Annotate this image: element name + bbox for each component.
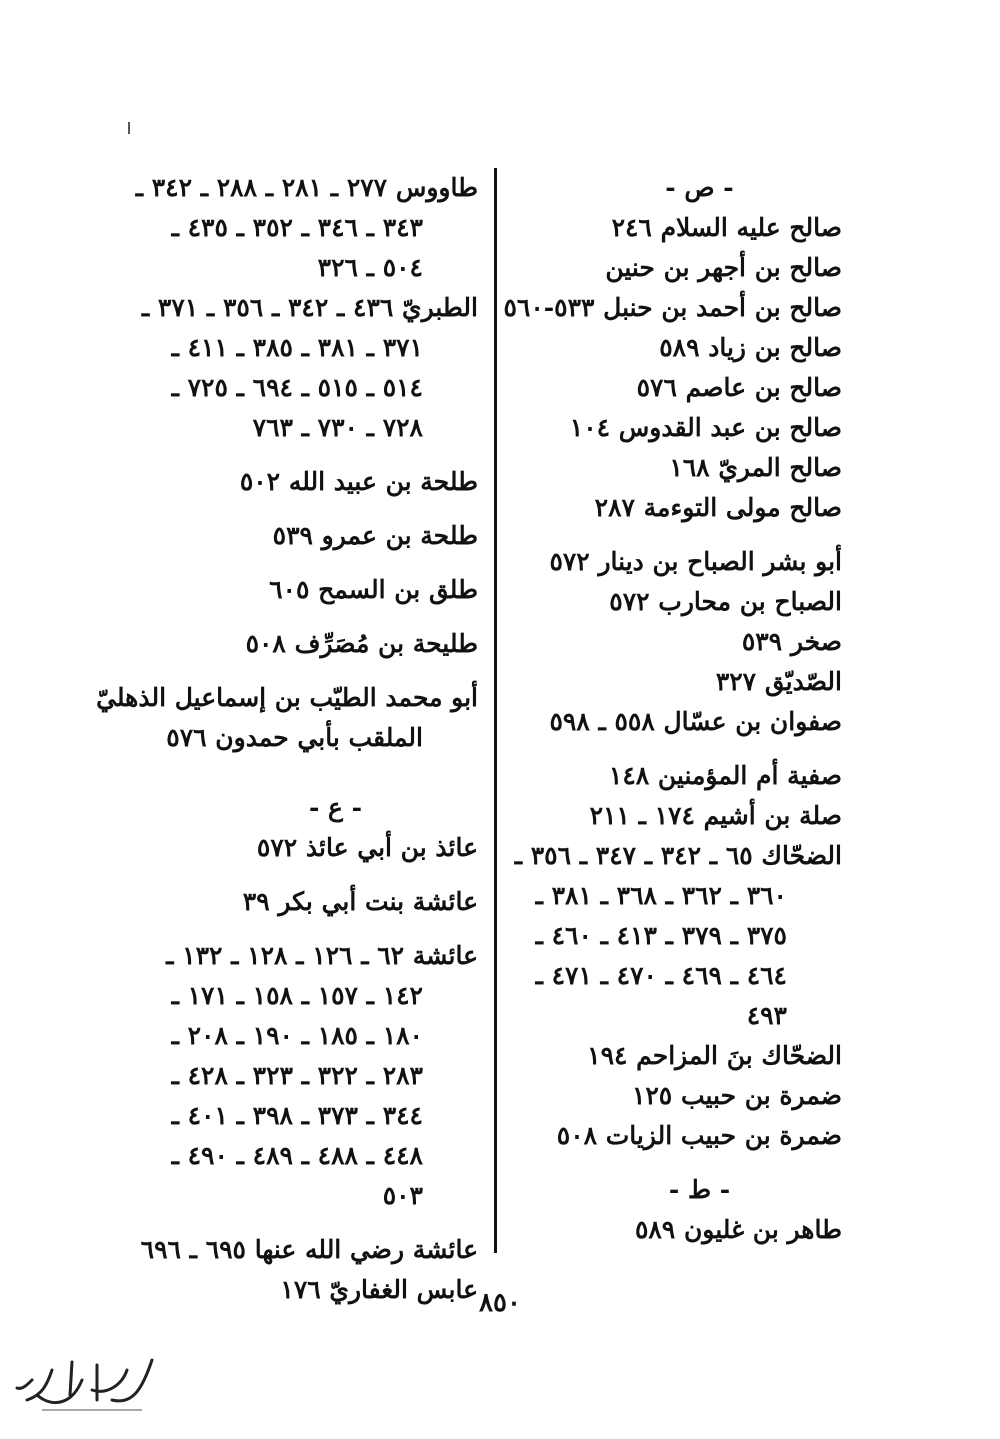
index-entry-continuation: ٣٦٠ ـ ٣٦٢ ـ ٣٦٨ ـ ٣٨١ ـ [535,881,787,910]
index-entry: صالح مولى التوءمة ٢٨٧ [594,493,842,522]
index-entry-continuation: ٧٢٨ ـ ٧٣٠ ـ ٧٦٣ [252,413,423,442]
index-entry: صالح بن عاصم ٥٧٦ [636,373,842,402]
index-entry: صالح المريّ ١٦٨ [669,453,842,482]
index-entry-continuation: ١٨٠ ـ ١٨٥ ـ ١٩٠ ـ ٢٠٨ ـ [171,1021,423,1050]
index-entry: صلة بن أشيم ١٧٤ ـ ٢١١ [589,801,842,830]
index-entry-continuation: ٣٧٥ ـ ٣٧٩ ـ ٤١٣ ـ ٤٦٠ ـ [535,921,787,950]
index-entry-continuation: ٥١٤ ـ ٥١٥ ـ ٦٩٤ ـ ٧٢٥ ـ [171,373,423,402]
index-entry-continuation: ٢٨٣ ـ ٣٢٢ ـ ٣٢٣ ـ ٤٢٨ ـ [171,1061,423,1090]
index-entry: الضحّاك ٦٥ ـ ٣٤٢ ـ ٣٤٧ ـ ٣٥٦ ـ [514,841,842,870]
index-entry-continuation: الملقب بأبي حمدون ٥٧٦ [166,723,423,752]
index-entry: الطبريّ ٤٣٦ ـ ٣٤٢ ـ ٣٥٦ ـ ٣٧١ ـ [141,293,478,322]
index-entry: طاهر بن غليون ٥٨٩ [634,1215,842,1244]
scan-mark [128,122,130,134]
index-entry-continuation: ٣٤٤ ـ ٣٧٣ ـ ٣٩٨ ـ ٤٠١ ـ [171,1101,423,1130]
index-entry: صالح عليه السلام ٢٤٦ [611,213,842,242]
section-heading-ta: - ط - [668,1175,731,1204]
index-entry: الضحّاك بنَ المزاحم ١٩٤ [587,1041,842,1070]
index-entry: طليحة بن مُصَرِّف ٥٠٨ [245,629,478,658]
index-entry: صخر ٥٣٩ [741,627,842,656]
index-entry: عابس الغفاريّ ١٧٦ [280,1275,478,1304]
index-entry: الصّديّق ٣٢٧ [715,667,842,696]
index-entry: ضمرة بن حبيب ١٢٥ [631,1081,842,1110]
index-entry: عائذ بن أبي عائذ ٥٧٢ [256,833,478,862]
index-entry: صالح بن أجهر بن حنين [605,253,842,282]
index-entry: أبو محمد الطيّب بن إسماعيل الذهليّ [96,683,478,712]
index-entry-continuation: ٤٤٨ ـ ٤٨٨ ـ ٤٨٩ ـ ٤٩٠ ـ [171,1141,423,1170]
index-entry: عائشة رضي الله عنها ٦٩٥ ـ ٦٩٦ [140,1235,478,1264]
index-entry-continuation: ٥٠٤ ـ ٣٢٦ [317,253,423,282]
index-column-right [497,168,842,1250]
index-entry: طلق بن السمح ٦٠٥ [269,575,478,604]
index-entry: ضمرة بن حبيب الزيات ٥٠٨ [556,1121,842,1150]
index-entry: صالح بن زياد ٥٨٩ [659,333,842,362]
index-entry: صفية أم المؤمنين ١٤٨ [608,761,842,790]
index-entry: عائشة بنت أبي بكر ٣٩ [242,887,478,916]
index-entry: عائشة ٦٢ ـ ١٢٦ ـ ١٢٨ ـ ١٣٢ ـ [166,941,478,970]
index-entry-continuation: ٥٠٣ [382,1181,423,1210]
column-divider [494,168,497,1253]
index-entry: طاووس ٢٧٧ ـ ٢٨١ ـ ٢٨٨ ـ ٣٤٢ ـ [135,173,478,202]
index-entry: أبو بشر الصباح بن دينار ٥٧٢ [549,547,842,576]
section-heading-ain: - ع - [308,793,363,822]
index-entry-continuation: ٣٧١ ـ ٣٨١ ـ ٣٨٥ ـ ٤١١ ـ [171,333,423,362]
page-number: ٨٥٠ [479,1288,521,1318]
calligraphy-stamp-logo [12,1350,162,1420]
index-entry-continuation: ٤٦٤ ـ ٤٦٩ ـ ٤٧٠ ـ ٤٧١ ـ [535,961,787,990]
index-column-left [96,168,478,1310]
index-entry: طلحة بن عبيد الله ٥٠٢ [239,467,478,496]
section-heading-sad: - ص - [665,173,734,202]
index-entry-continuation: ٤٩٣ [746,1001,787,1030]
index-entry: طلحة بن عمرو ٥٣٩ [272,521,478,550]
index-entry: صالح بن أحمد بن حنبل ٥٣٣-٥٦٠ [503,293,842,322]
index-entry: الصباح بن محارب ٥٧٢ [609,587,842,616]
index-entry: صفوان بن عسّال ٥٥٨ ـ ٥٩٨ [549,707,842,736]
index-entry-continuation: ٣٤٣ ـ ٣٤٦ ـ ٣٥٢ ـ ٤٣٥ ـ [171,213,423,242]
index-entry: صالح بن عبد القدوس ١٠٤ [569,413,842,442]
index-entry-continuation: ١٤٢ ـ ١٥٧ ـ ١٥٨ ـ ١٧١ ـ [171,981,423,1010]
